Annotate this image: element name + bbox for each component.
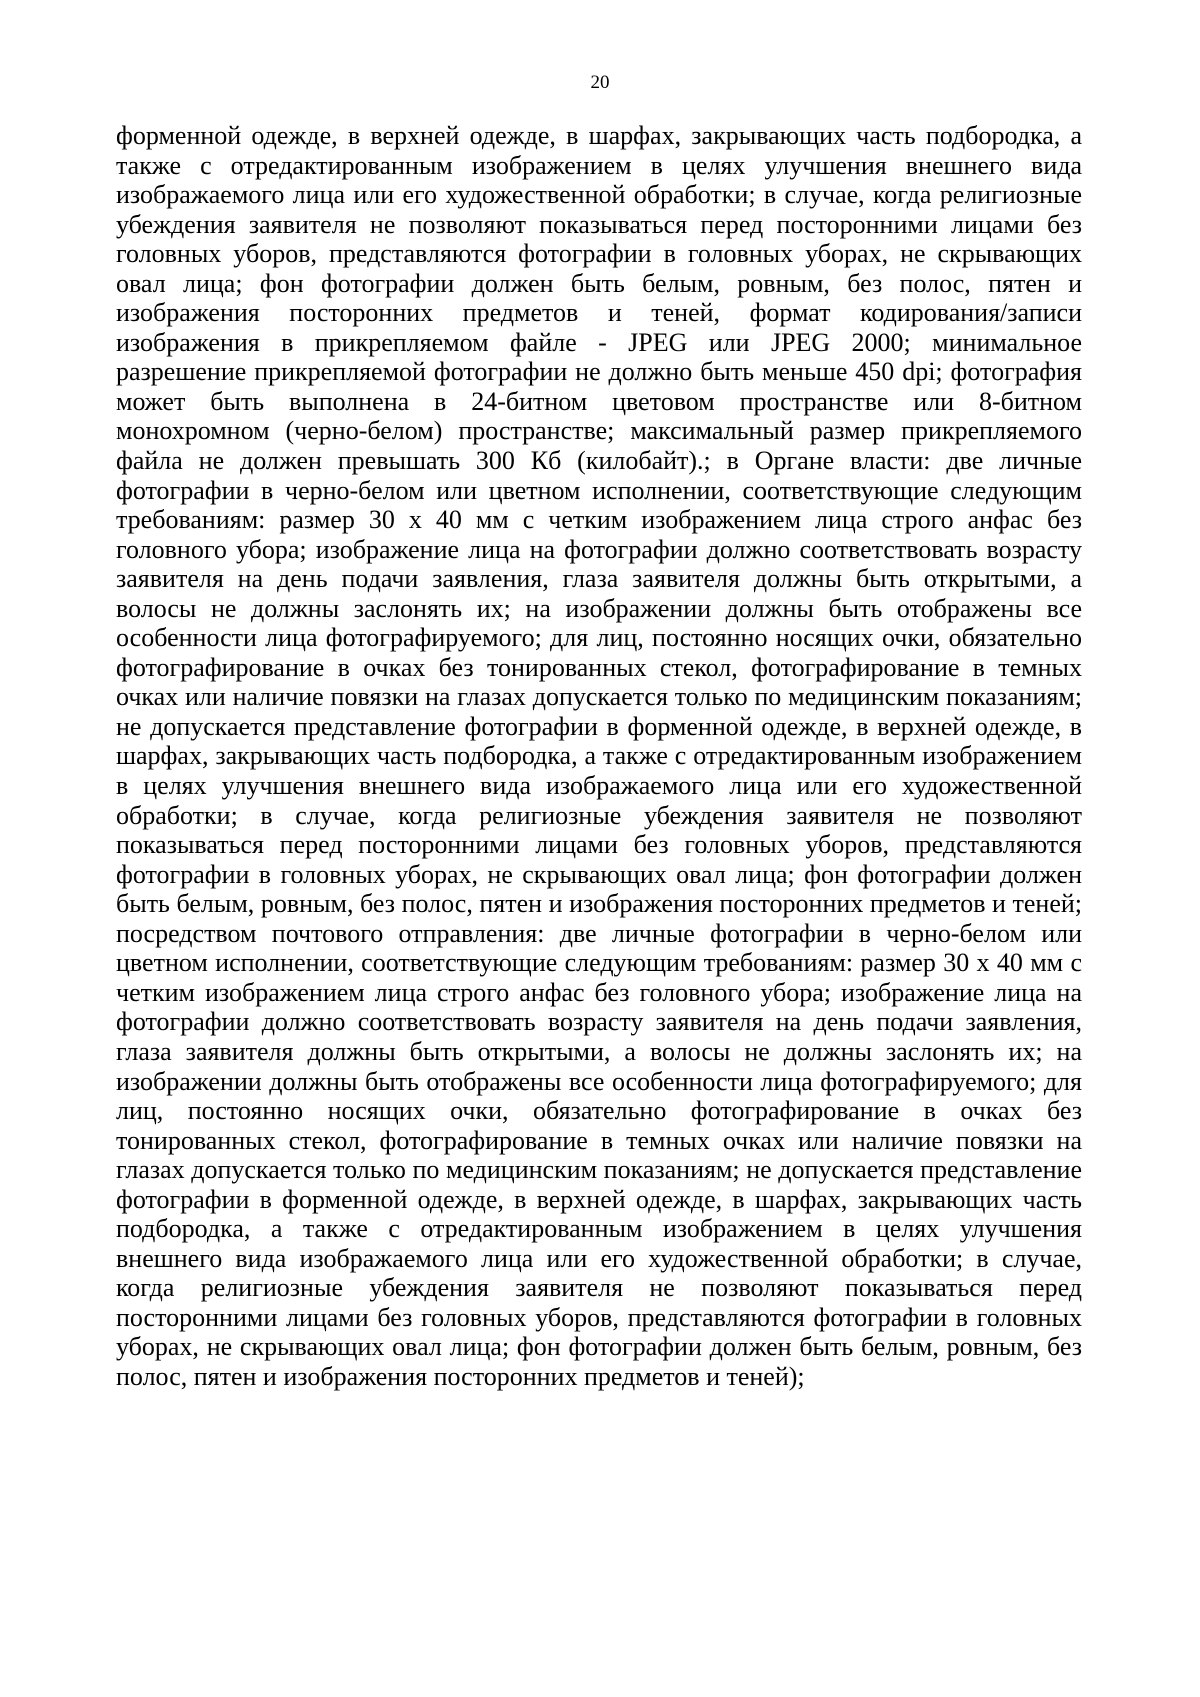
page-number: 20 — [590, 72, 610, 93]
body-paragraph: форменной одежде, в верхней одежде, в шарфах, закрывающих часть подбородка, а также с отредактированным изображением в целях улучшения внешнего вида изображаемого лица или его художественной обработки; в случае, когда религиозные убеждения заявителя не позволяют показываться перед посторонними лицами без головных уборов, представляются фотографии в головных уборах, не скрывающих овал лица; фон фотографии должен быть белым, ровным, без полос, пятен и изображения посторонних предметов и теней, формат кодирования/записи изображения в прикрепляемом файле - JPEG или JPEG 2000; минимальное разрешение прикрепляемой фотографии не должно быть меньше 450 dpi; фотография может быть выполнена в 24-битном цветовом пространстве или 8-битном монохромном (черно-белом) пространстве; максимальный размер прикрепляемого файла не должен превышать 300 Кб (килобайт).; в Органе власти: две личные фотографии в черно-белом или цветном исполнении, соответствующие следующим требованиям: размер 30 x 40 мм с четким изображением лица строго анфас без головного убора; изображение лица на фотографии должно соответствовать возрасту заявителя на день подачи заявления, глаза заявителя должны быть открытыми, а волосы не должны заслонять их; на изображении должны быть отображены все особенности лица фотографируемого; для лиц, постоянно носящих очки, обязательно фотографирование в очках без тонированных стекол, фотографирование в темных очках или наличие повязки на глазах допускается только по медицинским показаниям; не допускается представление фотографии в форменной одежде, в верхней одежде, в шарфах, закрывающих часть подбородка, а также с отредактированным изображением в целях улучшения внешнего вида изображаемого лица или его художественной обработки; в случае, когда религиозные убеждения заявителя не позволяют показываться перед посторонними лицами без головных уборов, представляются фотографии в головных уборах, не скрывающих овал лица; фон фотографии должен быть белым, ровным, без полос, пятен и изображения посторонних предметов и теней; посредством почтового отправления: две личные фотографии в черно-белом или цветном исполнении, соответствующие следующим требованиям: размер 30 x 40 мм с четким изображением лица строго анфас без головного убора; изображение лица на фотографии должно соответствовать возрасту заявителя на день подачи заявления, глаза заявителя должны быть открытыми, а волосы не должны заслонять их; на изображении должны быть отображены все особенности лица фотографируемого; для лиц, постоянно носящих очки, обязательно фотографирование в очках без тонированных стекол, фотографирование в темных очках или наличие повязки на глазах допускается только по медицинским показаниям; не допускается представление фотографии в форменной одежде, в верхней одежде, в шарфах, закрывающих часть подбородка, а также с отредактированным изображением в целях улучшения внешнего вида изображаемого лица или его художественной обработки; в случае, когда религиозные убеждения заявителя не позволяют показываться перед посторонними лицами без головных уборов, представляются фотографии в головных уборах, не скрывающих овал лица; фон фотографии должен быть белым, ровным, без полос, пятен и изображения посторонних предметов и теней); — [116, 121, 1082, 1391]
